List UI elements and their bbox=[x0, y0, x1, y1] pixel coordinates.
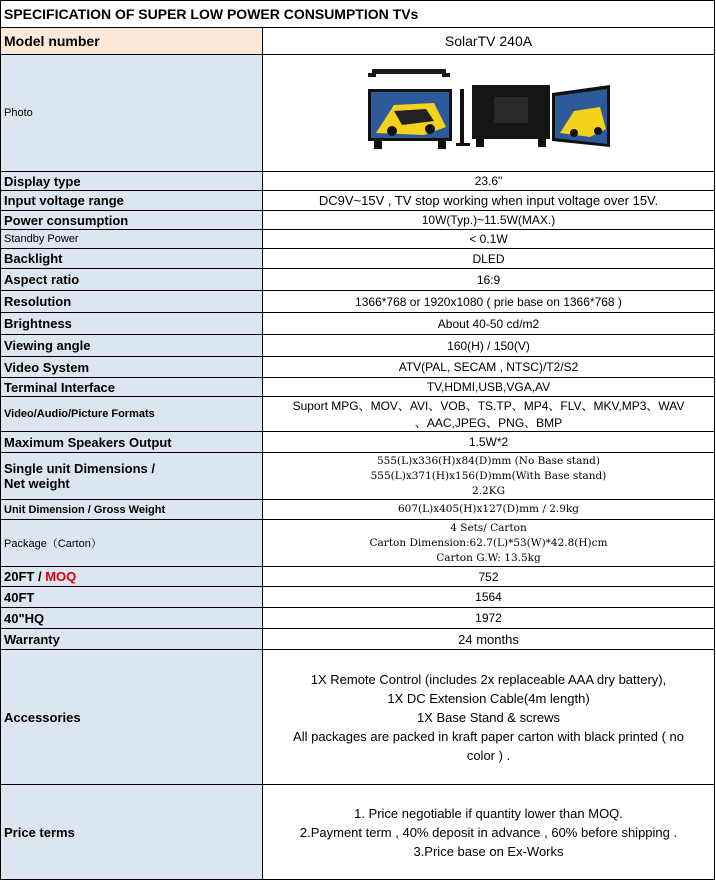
row-speakers bbox=[1, 432, 715, 453]
row-price-terms bbox=[1, 785, 715, 880]
dimensions-line: 555(L)x336(H)x84(D)mm (No Base stand) bbox=[377, 454, 600, 467]
row-dimensions bbox=[1, 453, 715, 500]
row-gross-weight bbox=[1, 500, 715, 520]
row-brightness bbox=[1, 313, 715, 335]
accessories-line: 1X Remote Control (includes 2x replaceable AAA dry battery), bbox=[310, 671, 667, 687]
video-system-label: Video System bbox=[1, 357, 263, 378]
model-label: Model number bbox=[1, 28, 263, 55]
container-20ft-label bbox=[1, 567, 263, 587]
row-power-consumption bbox=[1, 211, 715, 230]
row-display-type bbox=[1, 172, 715, 191]
speakers-value: 1.5W*2 bbox=[263, 432, 715, 453]
brightness-value: About 40-50 cd/m2 bbox=[263, 313, 715, 335]
resolution-label: Resolution bbox=[1, 291, 263, 313]
aspect-ratio-label: Aspect ratio bbox=[1, 269, 263, 291]
accessories-line: All packages are packed in kraft paper carton with black printed ( no bbox=[293, 728, 684, 744]
row-input-voltage bbox=[1, 191, 715, 211]
dimensions-value bbox=[263, 453, 715, 500]
power-consumption-value: 10W(Typ.)~11.5W(MAX.) bbox=[263, 211, 715, 230]
display-type-label: Display type bbox=[1, 172, 263, 191]
row-aspect-ratio bbox=[1, 269, 715, 291]
photo-label: Photo bbox=[1, 55, 263, 172]
dimensions-label-line: Net weight bbox=[4, 476, 70, 491]
moq-label: MOQ bbox=[45, 569, 77, 584]
formats-value bbox=[263, 397, 715, 432]
power-consumption-label: Power consumption bbox=[1, 211, 263, 230]
row-resolution bbox=[1, 291, 715, 313]
formats-line: Suport MPG、MOV、AVI、VOB、TS.TP、MP4、FLV、MKV,MP3、WAV bbox=[292, 399, 685, 413]
accessories-line: 1X Base Stand & screws bbox=[416, 709, 561, 725]
row-20ft bbox=[1, 567, 715, 587]
row-viewing-angle bbox=[1, 335, 715, 357]
backlight-value: DLED bbox=[263, 249, 715, 269]
dimensions-label-line: Single unit Dimensions / bbox=[4, 461, 155, 476]
row-package bbox=[1, 520, 715, 567]
package-label: Package（Carton） bbox=[1, 520, 263, 567]
row-standby-power bbox=[1, 230, 715, 249]
accessories-value bbox=[263, 650, 715, 785]
aspect-ratio-value: 16:9 bbox=[263, 269, 715, 291]
package-line: Carton Dimension:62.7(L)*53(W)*42.8(H)cm bbox=[369, 536, 608, 549]
container-40ft-value: 1564 bbox=[263, 587, 715, 608]
row-terminal-interface bbox=[1, 378, 715, 397]
title-row bbox=[1, 1, 715, 28]
gross-weight-value: 607(L)x405(H)x127(D)mm / 2.9kg bbox=[263, 500, 715, 520]
brightness-label: Brightness bbox=[1, 313, 263, 335]
input-voltage-label: Input voltage range bbox=[1, 191, 263, 211]
input-voltage-value: DC9V~15V , TV stop working when input voltage over 15V. bbox=[263, 191, 715, 211]
price-terms-value bbox=[263, 785, 715, 880]
dimensions-line: 2.2KG bbox=[472, 484, 505, 497]
resolution-value: 1366*768 or 1920x1080 ( prie base on 1366*768 ) bbox=[263, 291, 715, 313]
formats-line: 、AAC,JPEG、PNG、BMP bbox=[414, 416, 563, 430]
package-line: 4 Sets/ Carton bbox=[450, 521, 527, 534]
terminal-interface-label: Terminal Interface bbox=[1, 378, 263, 397]
backlight-label: Backlight bbox=[1, 249, 263, 269]
dimensions-label bbox=[1, 453, 263, 500]
formats-label: Video/Audio/Picture Formats bbox=[1, 397, 263, 432]
package-line: Carton G.W: 13.5kg bbox=[436, 551, 541, 564]
warranty-value: 24 months bbox=[263, 629, 715, 650]
row-40hq bbox=[1, 608, 715, 629]
price-terms-line: 2.Payment term , 40% deposit in advance , 60% before shipping . bbox=[299, 824, 678, 840]
accessories-line: 1X DC Extension Cable(4m length) bbox=[387, 690, 590, 706]
accessories-line: color ) . bbox=[466, 747, 511, 763]
row-accessories bbox=[1, 650, 715, 785]
photo-cell bbox=[263, 55, 715, 172]
warranty-label: Warranty bbox=[1, 629, 263, 650]
package-value bbox=[263, 520, 715, 567]
video-system-value: ATV(PAL, SECAM , NTSC)/T2/S2 bbox=[263, 357, 715, 378]
row-40ft bbox=[1, 587, 715, 608]
container-20ft-prefix: 20FT / bbox=[4, 569, 46, 584]
gross-weight-label: Unit Dimension / Gross Weight bbox=[1, 500, 263, 520]
container-20ft-value: 752 bbox=[263, 567, 715, 587]
price-terms-line: 1. Price negotiable if quantity lower than MOQ. bbox=[354, 805, 623, 821]
photo-row bbox=[1, 55, 715, 172]
display-type-value: 23.6" bbox=[263, 172, 715, 191]
price-terms-line: 3.Price base on Ex-Works bbox=[413, 843, 564, 859]
standby-power-label: Standby Power bbox=[1, 230, 263, 249]
container-40ft-label: 40FT bbox=[1, 587, 263, 608]
accessories-label: Accessories bbox=[1, 650, 263, 785]
standby-power-value: < 0.1W bbox=[263, 230, 715, 249]
row-warranty bbox=[1, 629, 715, 650]
viewing-angle-label: Viewing angle bbox=[1, 335, 263, 357]
row-formats bbox=[1, 397, 715, 432]
dimensions-line: 555(L)x371(H)x156(D)mm(With Base stand) bbox=[370, 469, 607, 482]
sheet-title: SPECIFICATION OF SUPER LOW POWER CONSUMPTION TVs bbox=[1, 1, 715, 28]
terminal-interface-value: TV,HDMI,USB,VGA,AV bbox=[263, 378, 715, 397]
container-40hq-value: 1972 bbox=[263, 608, 715, 629]
model-row bbox=[1, 28, 715, 55]
row-backlight bbox=[1, 249, 715, 269]
model-value: SolarTV 240A bbox=[263, 28, 715, 55]
speakers-label: Maximum Speakers Output bbox=[1, 432, 263, 453]
row-video-system bbox=[1, 357, 715, 378]
tv-photo-image bbox=[364, 63, 614, 163]
price-terms-label: Price terms bbox=[1, 785, 263, 880]
container-40hq-label: 40"HQ bbox=[1, 608, 263, 629]
viewing-angle-value: 160(H) / 150(V) bbox=[263, 335, 715, 357]
